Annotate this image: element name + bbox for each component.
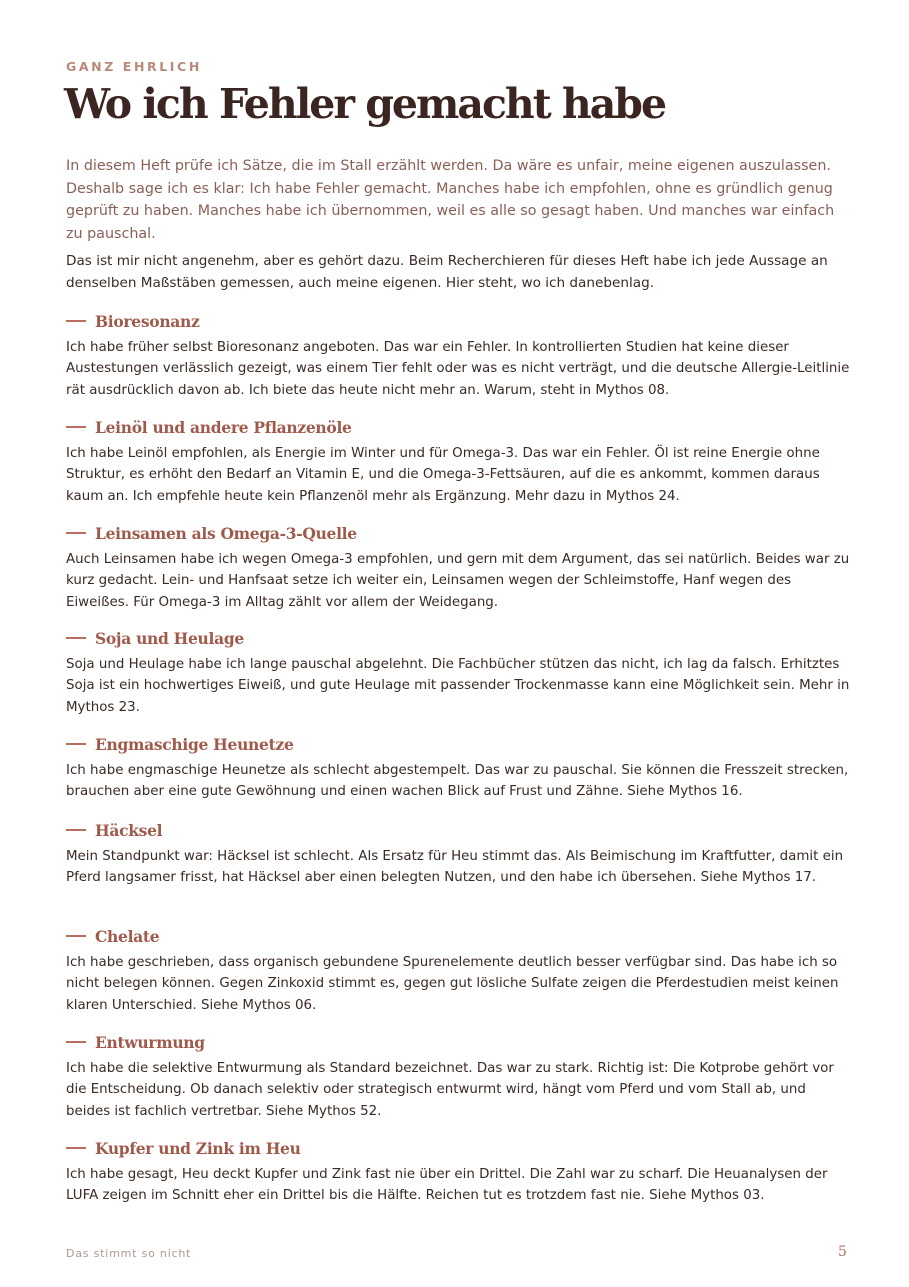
section-title: Entwurmung: [95, 1032, 205, 1052]
section-leinsamen: [66, 522, 851, 613]
section-kupfer-zink: [66, 1137, 851, 1207]
section-body: Ich habe gesagt, Heu deckt Kupfer und Zink fast nie über ein Drittel. Die Zahl war zu scharf. Die Heuanalysen der LUFA zeigen im Schnitt eher ein Drittel bis die Hälfte. Reichen tut es trotzdem fast nie. Siehe Mythos 03.: [66, 1167, 828, 1204]
section-body: Auch Leinsamen habe ich wegen Omega-3 empfohlen, und gern mit dem Argument, das sei natürlich. Beides war zu kurz gedacht. Lein- und Hanfsaat setze ich weiter ein, Leinsamen wegen der Schleimstoffe, Hanf wegen des Eiweißes. Für Omega-3 im Alltag zählt vor allem der Weidegang.: [66, 552, 850, 610]
section-body: Soja und Heulage habe ich lange pauschal abgelehnt. Die Fachbücher stützen das nicht, ich lag da falsch. Erhitztes Soja ist ein hochwertiges Eiweiß, und gute Heulage mit passender Trockenmasse kann eine Möglichkeit sein. Mehr in Mythos 23.: [66, 657, 850, 715]
section-dash: [66, 935, 86, 937]
section-entwurmung: [66, 1031, 851, 1122]
section-bioresonanz: [66, 310, 851, 401]
section-title: Engmaschige Heunetze: [95, 734, 294, 754]
section-heunetze: [66, 733, 851, 803]
section-soja-heulage: [66, 627, 851, 718]
section-dash: [66, 532, 86, 534]
footer-publication-title: Das stimmt so nicht: [66, 1247, 192, 1260]
section-body: Ich habe geschrieben, dass organisch gebundene Spurenelemente deutlich besser verfügbar sind. Das habe ich so nicht belegen können. Gegen Zinkoxid stimmt es, gegen gut lösliche Sulfate zeigen die Pferdestudien meist keinen klaren Unterschied. Siehe Mythos 06.: [66, 955, 839, 1013]
section-body: Ich habe früher selbst Bioresonanz angeboten. Das war ein Fehler. In kontrollierten Studien hat keine dieser Austestungen verlässlich gezeigt, was einem Tier fehlt oder was es nicht verträgt, und die deutsche Allergie-Leitlinie rät ausdrücklich davon ab. Ich biete das heute nicht mehr an. Warum, steht in Mythos 08.: [66, 340, 850, 398]
section-body: Ich habe die selektive Entwurmung als Standard bezeichnet. Das war zu stark. Richtig ist: Die Kotprobe gehört vor die Entscheidung. Ob danach selektiv oder strategisch entwurmt wird, hängt vom Pferd und vom Stall ab, und beides ist fachlich vertretbar. Siehe Mythos 52.: [66, 1061, 834, 1119]
section-title: Chelate: [95, 926, 160, 946]
section-title: Häcksel: [95, 820, 163, 840]
section-dash: [66, 829, 86, 831]
page-number: 5: [838, 1244, 847, 1260]
section-dash: [66, 743, 86, 745]
section-body: Mein Standpunkt war: Häcksel ist schlecht. Als Ersatz für Heu stimmt das. Als Beimischung im Kraftfutter, damit ein Pferd langsamer frisst, hat Häcksel aber einen belegten Nutzen, und den habe ich übersehen. Siehe Mythos 17.: [66, 849, 844, 886]
section-haecksel: [66, 819, 851, 889]
section-title: Bioresonanz: [95, 311, 200, 331]
section-dash: [66, 637, 86, 639]
section-body: Ich habe Leinöl empfohlen, als Energie im Winter und für Omega-3. Das war ein Fehler. Öl ist reine Energie ohne Struktur, es erhöht den Bedarf an Vitamin E, und die Omega-3-Fettsäuren, auf die es ankommt, kommen daraus kaum an. Ich empfehle heute kein Pflanzenöl mehr als Ergänzung. Mehr dazu in Mythos 24.: [66, 446, 820, 504]
section-title: Leinöl und andere Pflanzenöle: [95, 417, 352, 437]
section-chelate: [66, 925, 851, 1016]
section-body: Ich habe engmaschige Heunetze als schlecht abgestempelt. Das war zu pauschal. Sie können die Fresszeit strecken, brauchen aber eine gute Gewöhnung und einen wachen Blick auf Frust und Zähne. Siehe Mythos 16.: [66, 763, 849, 800]
section-leinoel: [66, 416, 851, 507]
intro-text: Das ist mir nicht angenehm, aber es gehört dazu. Beim Recherchieren für dieses Heft habe ich jede Aussage an denselben Maßstäben gemessen, auch meine eigenen. Hier steht, wo ich danebenlag.: [66, 253, 828, 291]
section-title: Kupfer und Zink im Heu: [95, 1138, 301, 1158]
section-title: Soja und Heulage: [95, 628, 244, 648]
section-dash: [66, 1041, 86, 1043]
intro-lead: In diesem Heft prüfe ich Sätze, die im Stall erzählt werden. Da wäre es unfair, meine eigenen auszulassen. Deshalb sage ich es klar: Ich habe Fehler gemacht. Manches habe ich empfohlen, ohne es gründlich genug geprüft zu haben. Manches habe ich übernommen, weil es alle so gesagt haben. Und manches war einfach zu pauschal.: [66, 158, 835, 242]
section-dash: [66, 320, 86, 322]
section-dash: [66, 1147, 86, 1149]
page-title: Wo ich Fehler gemacht habe: [64, 80, 666, 128]
section-kicker: GANZ EHRLICH: [66, 59, 202, 74]
section-title: Leinsamen als Omega-3-Quelle: [95, 523, 357, 543]
section-dash: [66, 426, 86, 428]
